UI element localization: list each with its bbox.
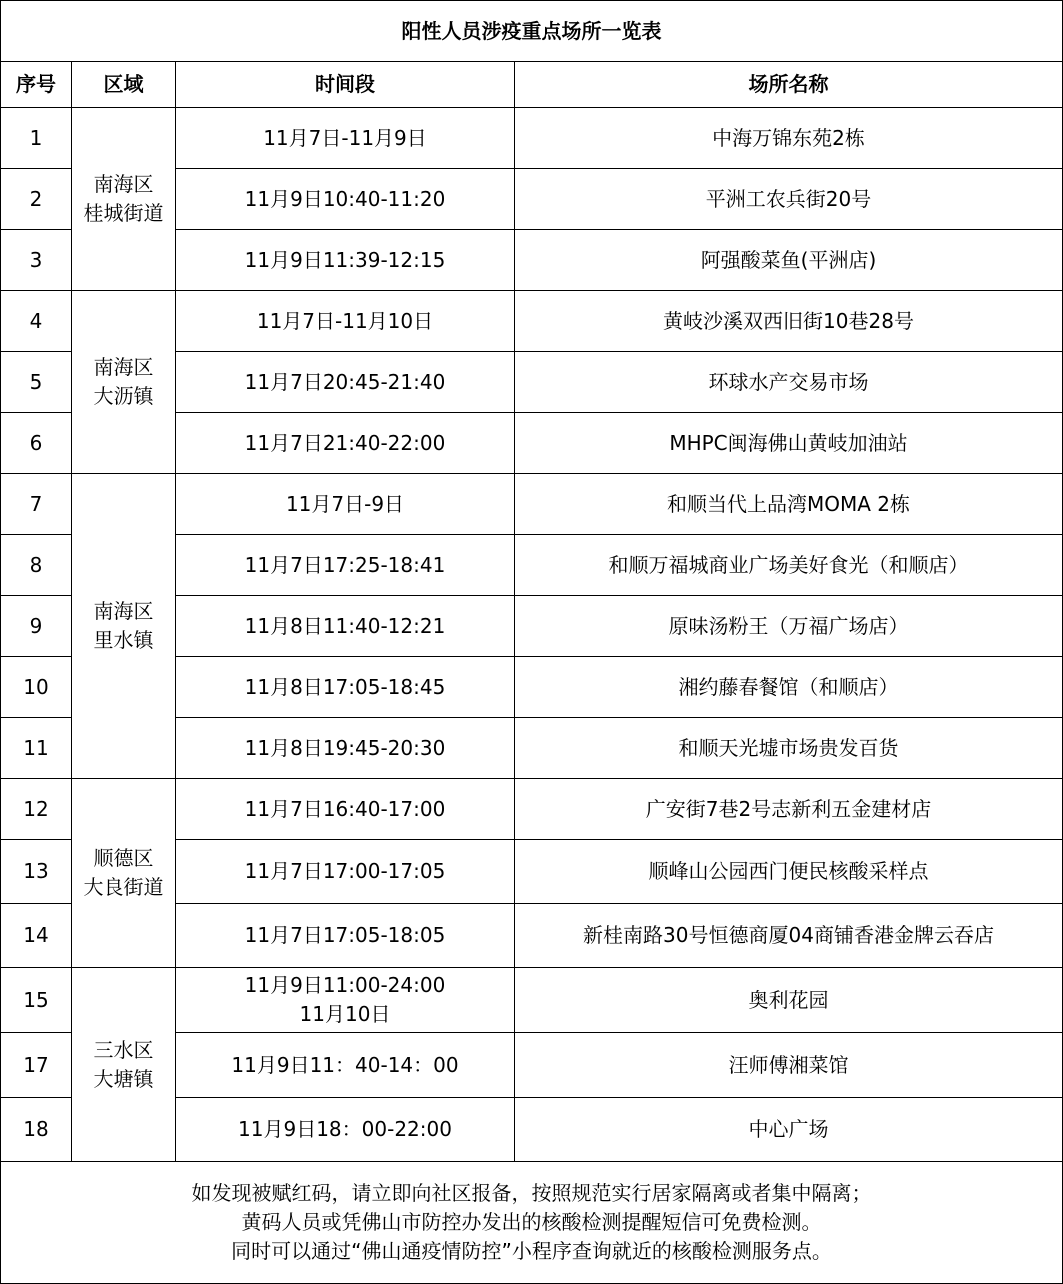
place-cell: 中心广场 xyxy=(515,1098,1063,1162)
region-cell xyxy=(72,968,176,1162)
row-index: 13 xyxy=(1,840,72,904)
time-cell xyxy=(176,352,515,413)
place-cell: 新桂南路30号恒德商厦04商铺香港金牌云吞店 xyxy=(515,904,1063,968)
region-line: 大塘镇 xyxy=(93,1066,154,1091)
place-cell: MHPC闽海佛山黄岐加油站 xyxy=(515,413,1063,474)
table-row xyxy=(1,968,1063,1033)
region-cell xyxy=(72,779,176,968)
region-line: 里水镇 xyxy=(93,628,154,652)
title-row xyxy=(1,1,1063,62)
place-cell: 广安街7巷2号志新利五金建材店 xyxy=(515,779,1063,840)
place-cell: 和顺当代上品湾MOMA 2栋 xyxy=(515,474,1063,535)
place-cell: 中海万锦东苑2栋 xyxy=(515,108,1063,169)
row-index: 1 xyxy=(1,108,72,169)
region-line: 南海区 xyxy=(93,599,154,623)
row-index: 3 xyxy=(1,230,72,291)
place-cell: 和顺万福城商业广场美好食光（和顺店） xyxy=(515,535,1063,596)
place-cell: 奥利花园 xyxy=(515,968,1063,1033)
place-cell: 顺峰山公园西门便民核酸采样点 xyxy=(515,840,1063,904)
footer-notice xyxy=(1,1162,1063,1284)
time-cell xyxy=(176,779,515,840)
header-region: 区域 xyxy=(72,62,176,108)
time-line: 11月7日-9日 xyxy=(285,491,405,516)
region-line: 顺德区 xyxy=(93,846,154,870)
table-row xyxy=(1,779,1063,840)
table-row xyxy=(1,108,1063,169)
region-line: 三水区 xyxy=(93,1037,154,1062)
place-cell: 阿强酸菜鱼(平洲店) xyxy=(515,230,1063,291)
time-line: 11月7日21:40-22:00 xyxy=(244,430,446,455)
time-line: 11月8日19:45-20:30 xyxy=(244,735,446,760)
time-line: 11月7日17:05-18:05 xyxy=(244,923,446,947)
place-cell: 湘约藤春餐馆（和顺店） xyxy=(515,657,1063,718)
table-title: 阳性人员涉疫重点场所一览表 xyxy=(1,1,1063,62)
time-cell xyxy=(176,474,515,535)
row-index: 17 xyxy=(1,1033,72,1098)
row-index: 2 xyxy=(1,169,72,230)
time-line: 11月9日11:00-24:00 xyxy=(244,973,446,997)
header-index: 序号 xyxy=(1,62,72,108)
time-line: 11月8日11:40-12:21 xyxy=(244,613,446,638)
time-line: 11月9日11：40-14：00 xyxy=(231,1052,459,1077)
region-line: 大沥镇 xyxy=(93,384,154,408)
time-line: 11月9日11:39-12:15 xyxy=(244,247,446,272)
time-line: 11月7日20:45-21:40 xyxy=(244,369,446,394)
footer-row xyxy=(1,1162,1063,1284)
row-index: 18 xyxy=(1,1098,72,1162)
time-line: 11月7日17:00-17:05 xyxy=(244,859,446,883)
row-index: 9 xyxy=(1,596,72,657)
time-cell xyxy=(176,718,515,779)
venue-table-body xyxy=(1,1,1063,1284)
footer-line: 黄码人员或凭佛山市防控办发出的核酸检测提醒短信可免费检测。 xyxy=(241,1210,822,1234)
row-index: 15 xyxy=(1,968,72,1033)
time-line: 11月8日17:05-18:45 xyxy=(244,674,446,699)
row-index: 11 xyxy=(1,718,72,779)
header-place: 场所名称 xyxy=(515,62,1063,108)
region-cell xyxy=(72,474,176,779)
time-cell xyxy=(176,968,515,1033)
time-cell xyxy=(176,535,515,596)
time-line: 11月7日-11月9日 xyxy=(263,125,427,150)
time-line: 11月7日16:40-17:00 xyxy=(244,796,446,821)
row-index: 12 xyxy=(1,779,72,840)
row-index: 7 xyxy=(1,474,72,535)
time-cell xyxy=(176,1098,515,1162)
place-cell: 汪师傅湘菜馆 xyxy=(515,1033,1063,1098)
region-cell xyxy=(72,108,176,291)
time-line: 11月7日17:25-18:41 xyxy=(244,552,446,577)
time-cell xyxy=(176,230,515,291)
time-cell xyxy=(176,169,515,230)
row-index: 14 xyxy=(1,904,72,968)
time-line: 11月9日18：00-22:00 xyxy=(238,1117,452,1141)
footer-line: 同时可以通过“佛山通疫情防控”小程序查询就近的核酸检测服务点。 xyxy=(231,1239,832,1263)
header-row xyxy=(1,62,1063,108)
row-index: 6 xyxy=(1,413,72,474)
place-cell: 环球水产交易市场 xyxy=(515,352,1063,413)
place-cell: 平洲工农兵街20号 xyxy=(515,169,1063,230)
time-cell xyxy=(176,1033,515,1098)
time-cell xyxy=(176,108,515,169)
region-line: 大良街道 xyxy=(83,875,164,899)
time-cell xyxy=(176,840,515,904)
region-cell xyxy=(72,291,176,474)
table-row xyxy=(1,474,1063,535)
time-cell xyxy=(176,657,515,718)
time-cell xyxy=(176,596,515,657)
time-cell xyxy=(176,904,515,968)
time-line: 11月7日-11月10日 xyxy=(256,308,434,333)
region-line: 南海区 xyxy=(93,172,154,196)
region-line: 南海区 xyxy=(93,355,154,379)
table-row xyxy=(1,291,1063,352)
footer-line: 如发现被赋红码，请立即向社区报备，按照规范实行居家隔离或者集中隔离； xyxy=(191,1181,872,1205)
row-index: 4 xyxy=(1,291,72,352)
time-cell xyxy=(176,291,515,352)
header-time: 时间段 xyxy=(176,62,515,108)
row-index: 5 xyxy=(1,352,72,413)
region-line: 桂城街道 xyxy=(83,201,164,225)
row-index: 8 xyxy=(1,535,72,596)
row-index: 10 xyxy=(1,657,72,718)
time-line: 11月9日10:40-11:20 xyxy=(244,186,446,211)
time-line: 11月10日 xyxy=(299,1002,391,1026)
place-cell: 原味汤粉王（万福广场店） xyxy=(515,596,1063,657)
time-cell xyxy=(176,413,515,474)
place-cell: 黄岐沙溪双西旧街10巷28号 xyxy=(515,291,1063,352)
place-cell: 和顺天光墟市场贵发百货 xyxy=(515,718,1063,779)
